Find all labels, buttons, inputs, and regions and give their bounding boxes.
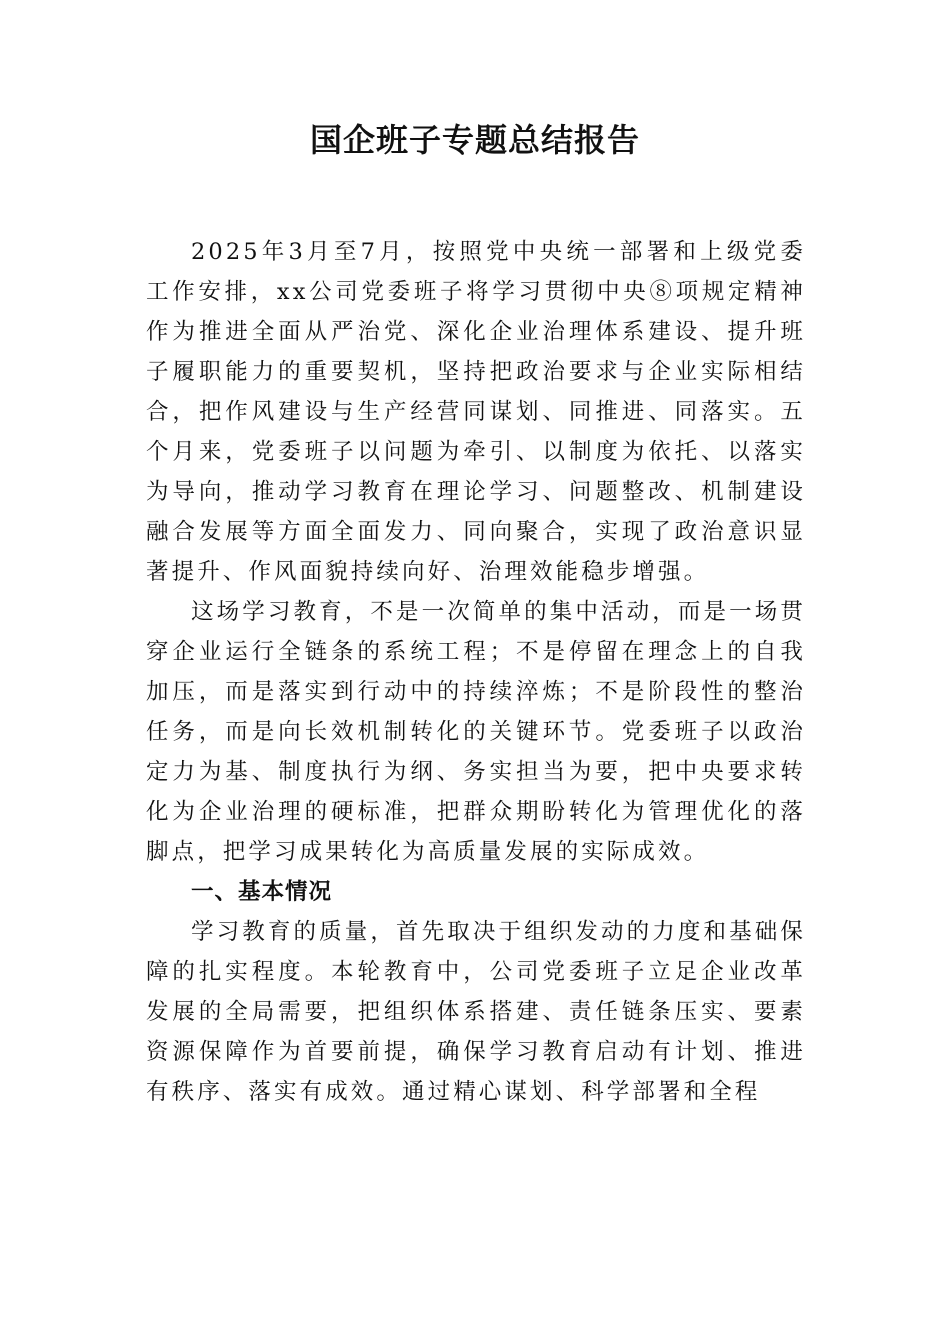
summary-paragraph: 这场学习教育，不是一次简单的集中活动，而是一场贯穿企业运行全链条的系统工程；不是停留在理念上的自我加压，而是落实到行动中的持续淬炼；不是阶段性的整治任务，而是向长效机制转化的关键环节。党委班子以政治定力为基、制度执行为纲、务实担当为要，把中央要求转化为企业治理的硬标准，把群众期盼转化为管理优化的落脚点，把学习成果转化为高质量发展的实际成效。 (146, 599, 806, 865)
document-title: 国企班子专题总结报告 (309, 121, 640, 159)
document-body (146, 232, 806, 1112)
section-heading: 一、基本情况 (191, 879, 333, 905)
section-paragraph: 学习教育的质量，首先取决于组织发动的力度和基础保障的扎实程度。本轮教育中，公司党委班子立足企业改革发展的全局需要，把组织体系搭建、责任链条压实、要素资源保障作为首要前提，确保学习教育启动有计划、推进有秩序、落实有成效。通过精心谋划、科学部署和全程 (146, 919, 806, 1105)
intro-paragraph: 2025年3月至7月，按照党中央统一部署和上级党委工作安排，xx公司党委班子将学习贯彻中央⑧项规定精神作为推进全面从严治党、深化企业治理体系建设、提升班子履职能力的重要契机，坚持把政治要求与企业实际相结合，把作风建设与生产经营同谋划、同推进、同落实。五个月来，党委班子以问题为牵引、以制度为依托、以落实为导向，推动学习教育在理论学习、问题整改、机制建设融合发展等方面全面发力、同向聚合，实现了政治意识显著提升、作风面貌持续向好、治理效能稳步增强。 (146, 239, 806, 585)
